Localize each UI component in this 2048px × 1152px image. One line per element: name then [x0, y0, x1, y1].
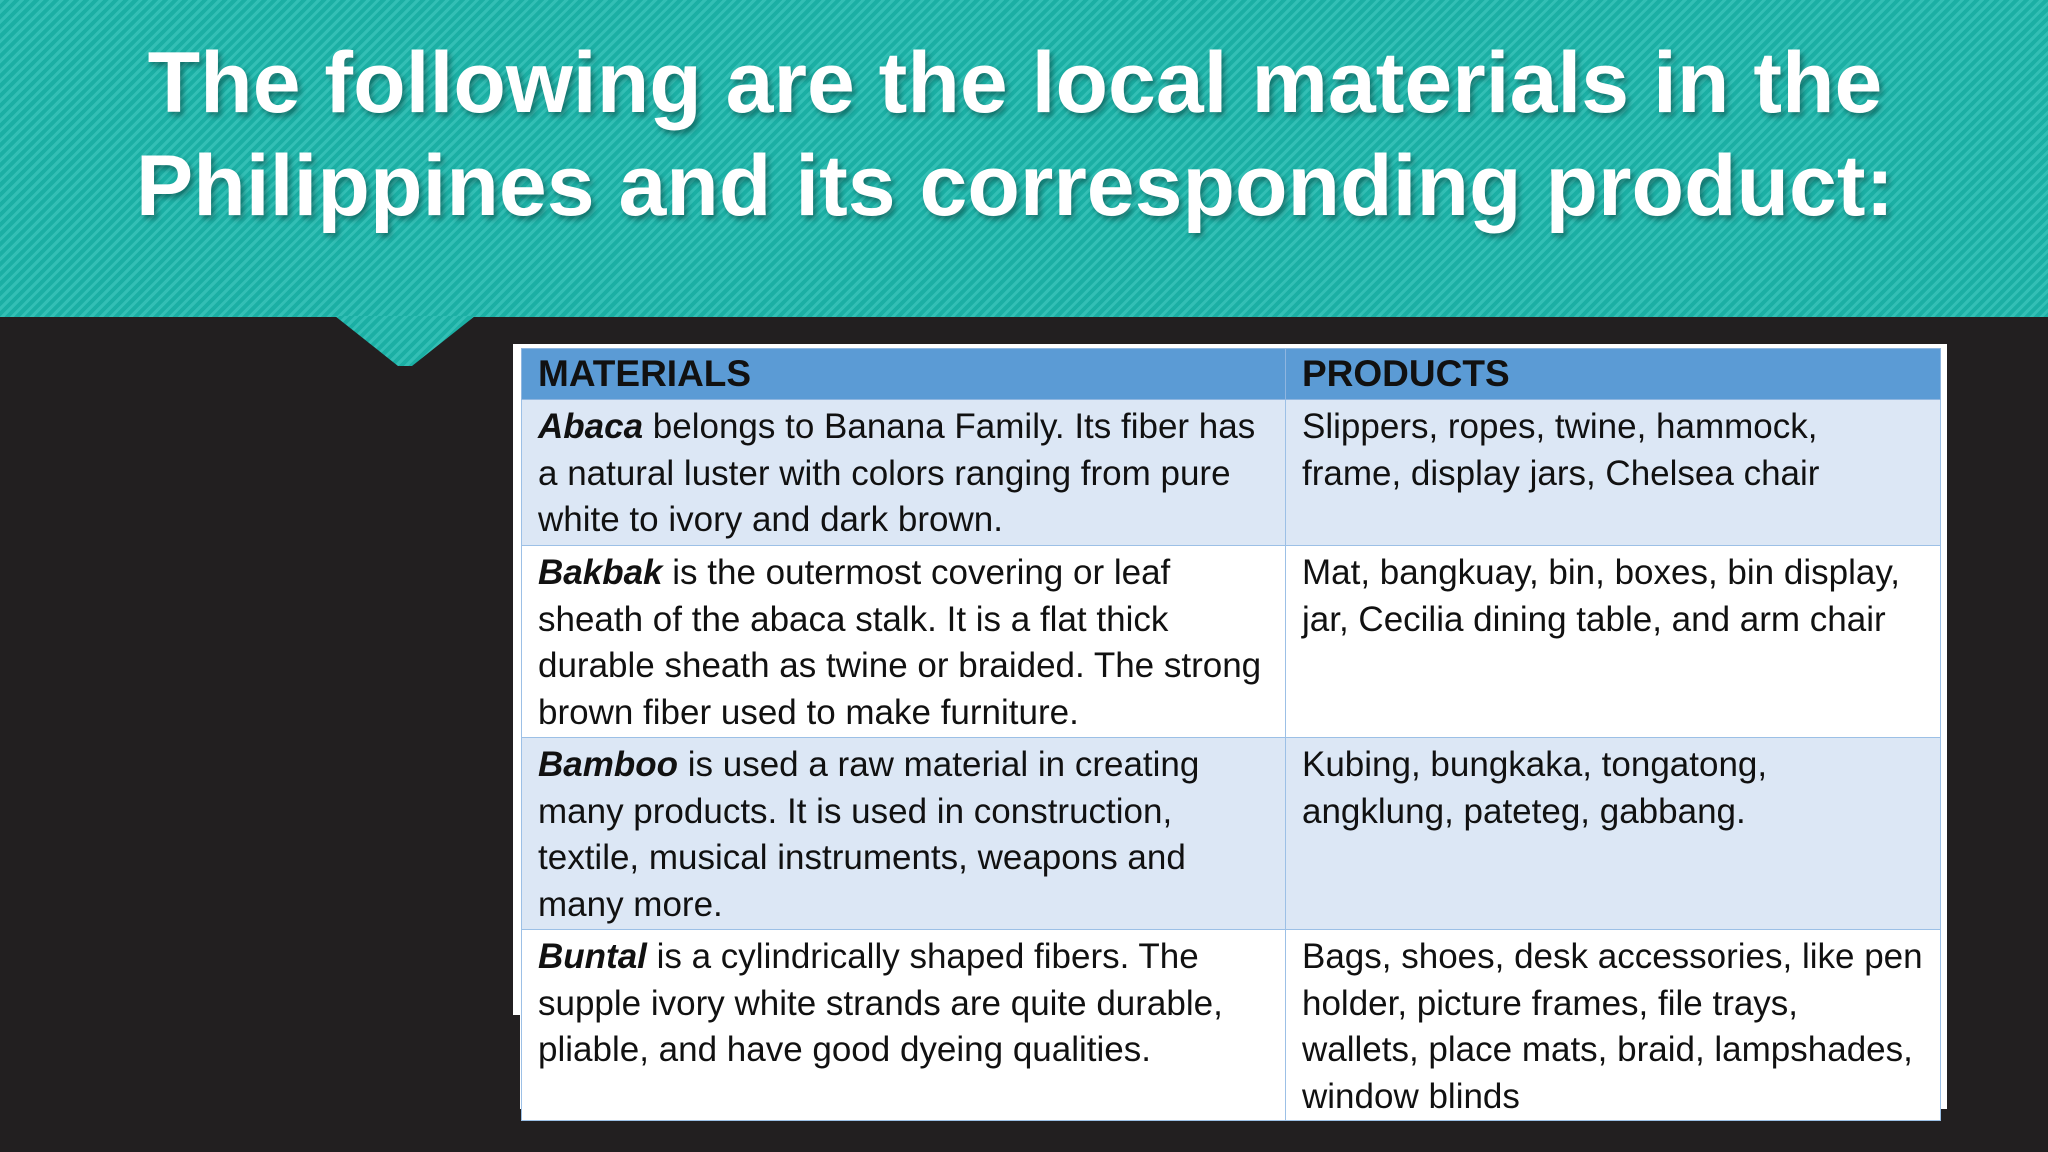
material-cell	[522, 738, 1286, 930]
header-products: PRODUCTS	[1286, 349, 1941, 400]
material-term: Buntal	[538, 937, 647, 976]
slide-title-line-2: Philippines and its corresponding product:	[135, 138, 1895, 234]
products-cell: Bags, shoes, desk accessories, like pen holder, picture frames, file trays, wallets, place mats, braid, lampshades, window blinds	[1286, 930, 1941, 1121]
banner-notch	[335, 316, 475, 366]
header-materials: MATERIALS	[522, 349, 1286, 400]
table-row	[522, 738, 1941, 930]
material-description: is a cylindrically shaped fibers. The supple ivory white strands are quite durable, pliable, and have good dyeing qualities.	[538, 937, 1223, 1069]
material-description: is the outermost covering or leaf sheath of the abaca stalk. It is a flat thick durable sheath as twine or braided. The strong brown fiber used to make furniture.	[538, 553, 1262, 732]
slide-title-line-1: The following are the local materials in the	[147, 35, 1883, 131]
material-description: is used a raw material in creating many products. It is used in construction, textile, musical instruments, weapons and many more.	[538, 745, 1200, 924]
material-cell	[522, 400, 1286, 546]
material-description: belongs to Banana Family. Its fiber has a natural luster with colors ranging from pure white to ivory and dark brown.	[538, 407, 1256, 539]
material-cell	[522, 930, 1286, 1121]
products-cell: Slippers, ropes, twine, hammock, frame, display jars, Chelsea chair	[1286, 400, 1941, 546]
products-cell: Mat, bangkuay, bin, boxes, bin display, jar, Cecilia dining table, and arm chair	[1286, 546, 1941, 738]
material-term: Bamboo	[538, 745, 678, 784]
material-cell	[522, 546, 1286, 738]
table-header-row	[522, 349, 1941, 400]
material-term: Abaca	[538, 407, 644, 446]
slide-title	[100, 32, 1930, 238]
products-cell: Kubing, bungkaka, tongatong, angklung, pateteg, gabbang.	[1286, 738, 1941, 930]
table-row	[522, 930, 1941, 1121]
table-row	[522, 400, 1941, 546]
materials-table	[521, 348, 1941, 1121]
table-row	[522, 546, 1941, 738]
material-term: Bakbak	[538, 553, 663, 592]
materials-table-image	[513, 344, 1947, 1116]
